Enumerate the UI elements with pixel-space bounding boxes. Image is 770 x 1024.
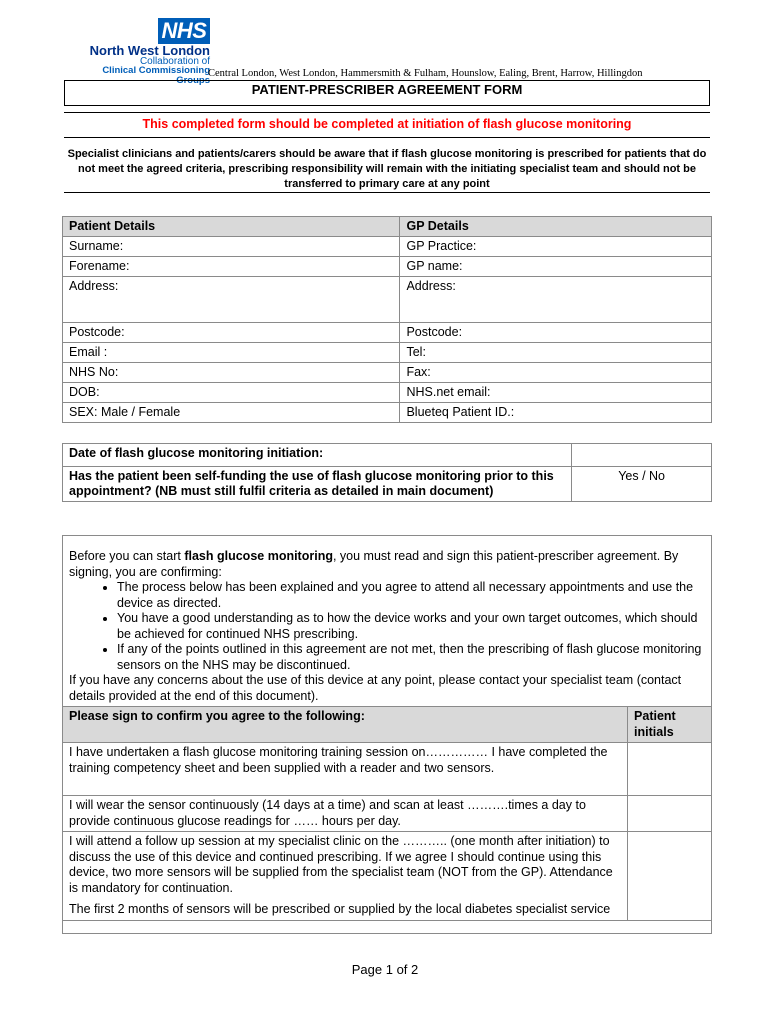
forename-field[interactable]: Forename: xyxy=(63,257,400,277)
initials-field-follow-up[interactable] xyxy=(628,832,712,921)
patient-postcode-field[interactable]: Postcode: xyxy=(63,323,400,343)
divider xyxy=(64,192,710,193)
agreement-intro xyxy=(69,549,709,704)
statement-training: I have undertaken a flash glucose monitoring training session on…………… I have completed the training competency sheet and been supplied with a reader and two sensors. xyxy=(63,743,628,796)
initiation-date-label: Date of flash glucose monitoring initiation: xyxy=(63,444,572,467)
gp-fax-field[interactable]: Fax: xyxy=(400,363,712,383)
initials-field-wear-sensor[interactable] xyxy=(628,796,712,832)
dob-field[interactable]: DOB: xyxy=(63,383,400,403)
initials-field-training[interactable] xyxy=(628,743,712,796)
specialist-notice: Specialist clinicians and patients/carers should be aware that if flash glucose monitoring is prescribed for patients that do not meet the agreed criteria, prescribing responsibility will remain with the initiating specialist team and should not be transferred to primary care at any point xyxy=(67,148,707,190)
form-title: PATIENT-PRESCRIBER AGREEMENT FORM xyxy=(64,80,710,106)
ccg-list: Central London, West London, Hammersmith & Fulham, Hounslow, Ealing, Brent, Harrow, Hillingdon xyxy=(208,68,643,79)
self-funding-question: Has the patient been self-funding the use of flash glucose monitoring prior to this appointment? (NB must still fulfil criteria as detailed in main document) xyxy=(63,467,572,502)
divider xyxy=(64,112,710,113)
sex-field[interactable]: SEX: Male / Female xyxy=(63,403,400,423)
sensor-supply-text: The first 2 months of sensors will be prescribed or supplied by the local diabetes specialist service xyxy=(69,902,611,916)
divider xyxy=(64,137,710,138)
gp-practice-field[interactable]: GP Practice: xyxy=(400,237,712,257)
blueteq-id-field[interactable]: Blueteq Patient ID.: xyxy=(400,403,712,423)
nhs-number-field[interactable]: NHS No: xyxy=(63,363,400,383)
confirmation-list xyxy=(69,580,709,673)
patient-address-field[interactable]: Address: xyxy=(63,277,400,323)
org-name: North West London xyxy=(89,43,210,58)
email-field[interactable]: Email : xyxy=(63,343,400,363)
gp-details-header: GP Details xyxy=(400,217,712,237)
gp-postcode-field[interactable]: Postcode: xyxy=(400,323,712,343)
gp-address-field[interactable]: Address: xyxy=(400,277,712,323)
concerns-text: If you have any concerns about the use of this device at any point, please contact your specialist team (contact details provided at the end of this document). xyxy=(69,673,682,703)
org-subtitle-line1: Collaboration of xyxy=(139,56,210,67)
follow-up-text: I will attend a follow up session at my specialist clinic on the ……….. (one month after initiation) to discuss the use of this device and continued prescribing. If we agree I should continue using this device, two more sensors will be supplied from the specialist team (NOT from the GP). Attendance is mandatory for continuation. xyxy=(69,834,613,895)
gp-tel-field[interactable]: Tel: xyxy=(400,343,712,363)
details-table xyxy=(62,216,712,423)
page-number: Page 1 of 2 xyxy=(351,962,419,977)
nhs-logo: NHS xyxy=(158,18,210,44)
statement-follow-up xyxy=(63,832,628,921)
initiation-table xyxy=(62,443,712,502)
list-item: • The process below has been explained and you agree to attend all necessary appointments and use the device as directed. xyxy=(117,580,709,611)
list-item: • You have a good understanding as to how the device works and your own target outcomes, which should be achieved for continued NHS prescribing. xyxy=(117,611,709,642)
statement-wear-sensor: I will wear the sensor continuously (14 days at a time) and scan at least ……….times a day to provide continuous glucose readings for …… hours per day. xyxy=(63,796,628,832)
patient-details-header: Patient Details xyxy=(63,217,400,237)
initiation-date-field[interactable] xyxy=(572,444,712,467)
patient-initials-header: Patient initials xyxy=(628,707,712,743)
surname-field[interactable]: Surname: xyxy=(63,237,400,257)
org-subtitle-line2: Clinical Commissioning Groups xyxy=(102,65,210,86)
list-item: • If any of the points outlined in this agreement are not met, then the prescribing of flash glucose monitoring sensors on the NHS may be discontinued. xyxy=(117,642,709,673)
self-funding-yes-no[interactable]: Yes / No xyxy=(572,467,712,502)
nhs-net-email-field[interactable]: NHS.net email: xyxy=(400,383,712,403)
intro-text-after: , you must read and sign this patient-prescriber agreement. By signing, you are confirming: xyxy=(69,549,679,579)
sign-header: Please sign to confirm you agree to the following: xyxy=(63,707,628,743)
gp-name-field[interactable]: GP name: xyxy=(400,257,712,277)
intro-text-bold: flash glucose monitoring xyxy=(184,549,333,563)
sign-table xyxy=(62,706,712,921)
completion-notice: This completed form should be completed at initiation of flash glucose monitoring xyxy=(142,117,632,131)
intro-text-before: Before you can start xyxy=(69,549,185,563)
